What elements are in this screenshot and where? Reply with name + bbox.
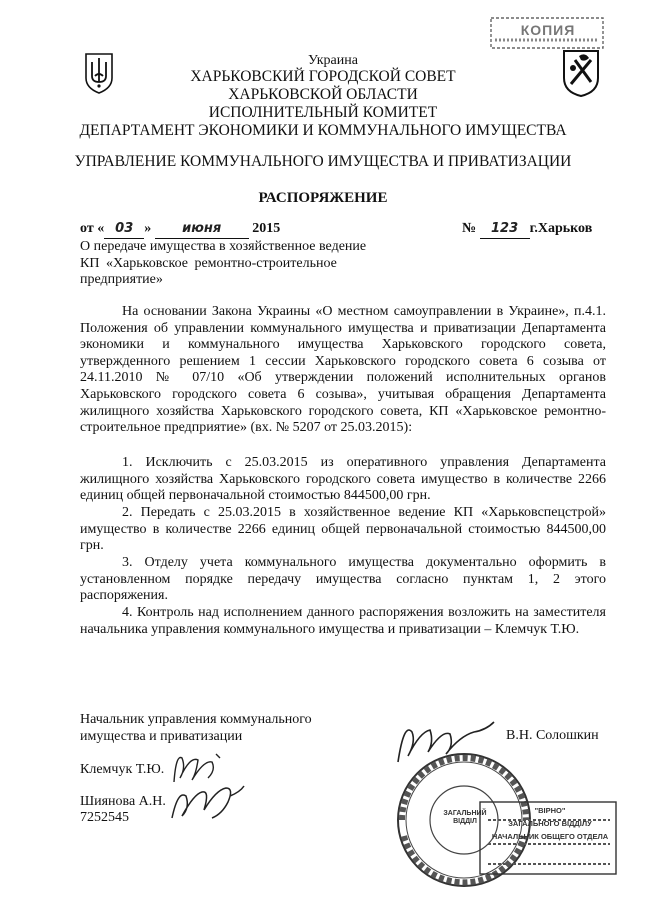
subject-line: КП «Харьковское ремонтно-строительное bbox=[80, 255, 337, 271]
header-region: ХАРЬКОВСКОЙ ОБЛАСТИ bbox=[228, 86, 418, 103]
executor-name: Шиянова А.Н. bbox=[80, 794, 166, 809]
document-number: 123 bbox=[480, 221, 530, 239]
position-line: Начальник управления коммунального bbox=[80, 712, 312, 727]
signatory-name: В.Н. Солошкин bbox=[506, 728, 599, 743]
number-line bbox=[462, 221, 612, 239]
official-round-stamp bbox=[372, 740, 622, 890]
header-department: ДЕПАРТАМЕНТ ЭКОНОМИКИ И КОММУНАЛЬНОГО ИМУЩЕСТВА bbox=[79, 122, 567, 139]
order-item-3: 3. Отделу учета коммунального имущества документально оформить в установленном порядке передачу имущества согласно пунктам 1, 2 этого распоряжения. bbox=[80, 555, 606, 604]
date-day: 03 bbox=[104, 221, 144, 239]
executor-phone: 7252545 bbox=[80, 810, 129, 825]
date-line bbox=[80, 221, 340, 239]
verno-line: "ВІРНО" bbox=[534, 806, 566, 815]
copy-stamp bbox=[489, 14, 605, 54]
date-prefix: от « bbox=[80, 221, 105, 236]
order-item-2: 2. Передать с 25.03.2015 в хозяйственное ведение КП «Харьковспецстрой» имущество в количестве 2266 единиц общей первоначальной стоимостью 844500,00 грн. bbox=[80, 505, 606, 554]
number-label: № bbox=[462, 221, 477, 236]
city: г.Харьков bbox=[529, 221, 593, 236]
order-item-4: 4. Контроль над исполнением данного распоряжения возложить на заместителя начальника управления коммунального имущества и приватизации – Клемчук Т.Ю. bbox=[80, 605, 606, 637]
date-year: 2015 bbox=[252, 221, 281, 236]
verno-line: ЗАГАЛЬНОГО ВІДДІЛУ bbox=[508, 819, 592, 828]
verno-line: НАЧАЛЬНИК ОБЩЕГО ОТДЕЛА bbox=[491, 832, 609, 841]
signatory-position bbox=[80, 712, 380, 745]
header-committee: ИСПОЛНИТЕЛЬНЫЙ КОМИТЕТ bbox=[208, 104, 438, 121]
subject-block bbox=[80, 239, 400, 289]
header-division: УПРАВЛЕНИЕ КОММУНАЛЬНОГО ИМУЩЕСТВА И ПРИВАТИЗАЦИИ bbox=[74, 153, 572, 170]
preamble-paragraph: На основании Закона Украины «О местном самоуправлении в Украине», п.4.1. Положения об управлении коммунального имущества и приватизации Департамента экономики и коммунального имущества Харьковского городского совета, утвержденного решением 1 сессии Харьковского городского совета 6 созыва от 24.11.2010 № 07/10 «Об утверждении положений исполнительных органов Харьковского городского совета 6 созыва», учитывая обращения Департамента жилищного хозяйства Харьковского городского совета, КП «Харьковское ремонтно-строительное предприятие» (вх. № 5207 от 25.03.2015): bbox=[80, 304, 606, 436]
document-type-title: РАСПОРЯЖЕНИЕ bbox=[258, 190, 388, 206]
approver-name: Клемчук Т.Ю. bbox=[80, 762, 165, 777]
subject-line: О передаче имущества в хозяйственное ведение bbox=[80, 239, 367, 254]
header-country: Украина bbox=[308, 53, 358, 68]
verno-stamp-text bbox=[488, 804, 612, 843]
round-stamp-center-text: ЗАГАЛЬНИЙ ВІДДІЛ bbox=[443, 810, 487, 825]
copy-stamp-text: КОПИЯ bbox=[520, 22, 576, 38]
executor-signature-icon bbox=[168, 780, 248, 826]
order-item-1: 1. Исключить с 25.03.2015 из оперативного управления Департамента жилищного хозяйства Харьковского городского совета имущество в количестве 2266 единиц общей первоначальной стоимостью 844500,00 грн. bbox=[80, 455, 606, 504]
position-line: имущества и приватизации bbox=[80, 728, 243, 744]
subject-line: предприятие» bbox=[80, 272, 163, 288]
header-council: ХАРЬКОВСКИЙ ГОРОДСКОЙ СОВЕТ bbox=[190, 68, 456, 85]
date-mid: » bbox=[144, 221, 152, 236]
date-month: июня bbox=[155, 221, 249, 239]
